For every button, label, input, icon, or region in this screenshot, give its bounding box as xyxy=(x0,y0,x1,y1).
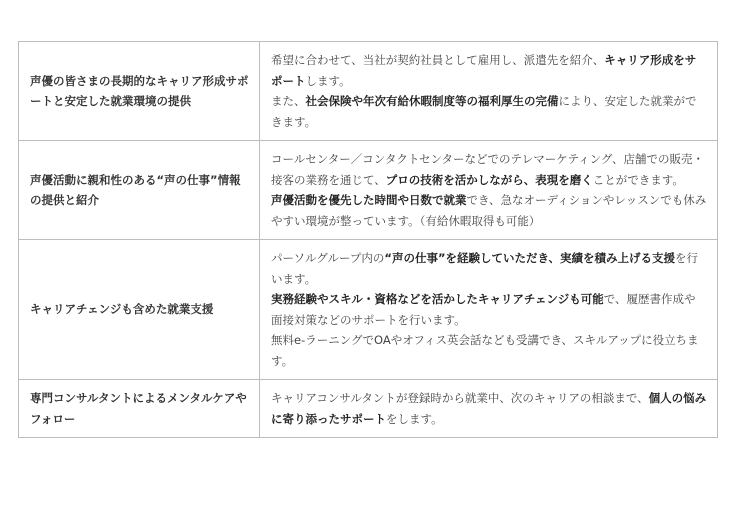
body-text: コールセンター／コンタクトセンターなどでのテレマーケティング、店舗での販売・接客の業務を通じて、 xyxy=(271,152,704,187)
support-table-body xyxy=(19,42,718,438)
body-text: ことができます。 xyxy=(592,172,684,187)
row-description xyxy=(260,380,718,438)
row-description xyxy=(260,141,718,240)
row-description xyxy=(260,42,718,141)
emphasis-text: プロの技術を活かしながら、表現を磨く xyxy=(385,172,593,187)
description-paragraph xyxy=(271,190,707,231)
description-paragraph xyxy=(271,50,707,91)
emphasis-text: “声の仕事”を経験していただき、実績を積み上げる支援 xyxy=(384,251,676,265)
row-description xyxy=(260,240,718,380)
body-text: 無料e-ラーニングでOAやオフィス英会話なども受講でき、スキルアップに役立ちます。 xyxy=(271,333,699,368)
description-paragraph xyxy=(271,248,707,289)
body-text: でき、急なオーディションやレッスンでも休みやすい環境が整っています。（有給休暇取得も可能） xyxy=(271,193,707,228)
emphasis-text: 実務経験やスキル・資格などを活かしたキャリアチェンジも可能 xyxy=(271,292,604,306)
table-row xyxy=(19,240,718,380)
emphasis-text: 声優活動を優先した時間や日数で就業 xyxy=(271,193,467,207)
emphasis-text: 社会保険や年次有給休暇制度等の福利厚生の完備 xyxy=(305,94,559,108)
body-text: 希望に合わせて、当社が契約社員として雇用し、派遣先を紹介、 xyxy=(271,53,605,67)
description-paragraph xyxy=(271,91,707,132)
row-heading: キャリアチェンジも含めた就業支援 xyxy=(19,240,260,380)
description-paragraph xyxy=(271,149,707,190)
body-text: を行います。 xyxy=(271,251,699,286)
emphasis-text: キャリア形成をサポート xyxy=(271,53,697,88)
row-heading: 声優活動に親和性のある“声の仕事”情報の提供と紹介 xyxy=(19,141,260,240)
body-text: により、安定した就業ができます。 xyxy=(271,94,697,129)
row-heading: 声優の皆さまの長期的なキャリア形成サポートと安定した就業環境の提供 xyxy=(19,42,260,141)
body-text: パーソルグループ内の xyxy=(271,251,385,265)
table-row xyxy=(19,380,718,438)
body-text: をします。 xyxy=(386,411,443,426)
description-paragraph xyxy=(271,330,707,371)
description-paragraph xyxy=(271,388,707,429)
body-text: で、履歴書作成や面接対策などのサポートを行います。 xyxy=(271,292,696,327)
row-heading: 専門コンサルタントによるメンタルケアやフォロー xyxy=(19,380,260,438)
description-paragraph xyxy=(271,289,707,330)
emphasis-text: 個人の悩みに寄り添ったサポート xyxy=(271,391,707,426)
body-text: します。 xyxy=(305,73,351,88)
body-text: キャリアコンサルタントが登録時から就業中、次のキャリアの相談まで、 xyxy=(271,391,649,405)
table-row xyxy=(19,42,718,141)
body-text: また、 xyxy=(271,94,306,108)
table-row xyxy=(19,141,718,240)
support-table xyxy=(18,41,718,438)
